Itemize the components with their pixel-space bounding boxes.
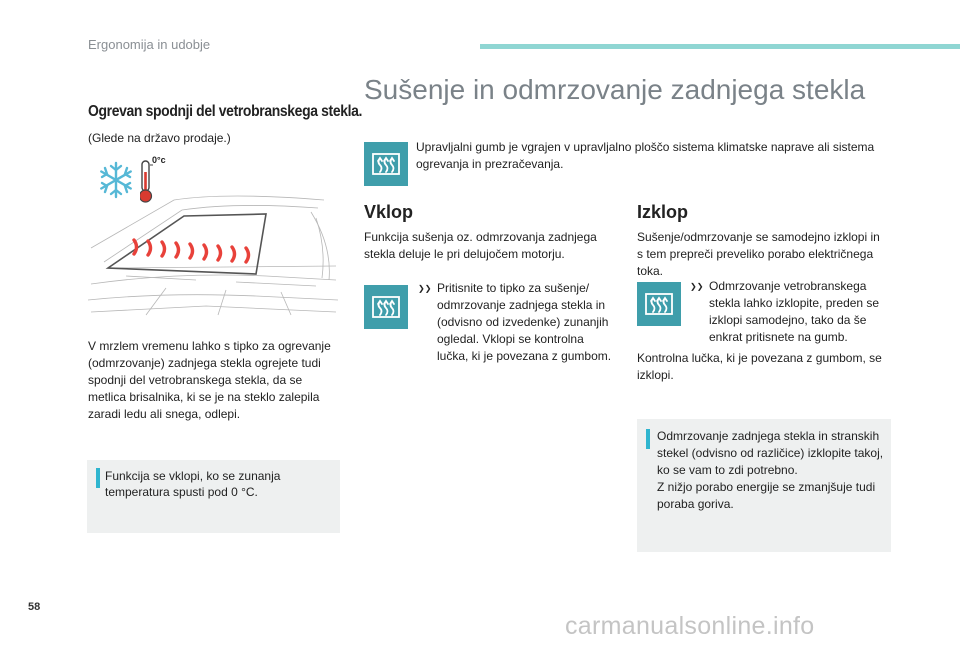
rear-defrost-icon — [364, 285, 408, 329]
info-line-1: Odmrzovanje zadnjega stekla in stranskih stekel (odvisno od različice) izklopite takoj, ko se vam to zdi potrebno. — [657, 429, 884, 477]
page-number: 58 — [28, 601, 41, 613]
rear-defrost-icon — [364, 142, 408, 186]
intro-text: Upravljalni gumb je vgrajen v upravljalno ploščo sistema klimatske naprave ali sistema ogrevanja in prezračevanja. — [416, 140, 875, 171]
left-body-text: V mrzlem vremenu lahko s tipko za ogrevanje (odmrzovanje) zadnjega stekla ogrejete tudi spodnji del vetrobranskega stekla, da se metlica brisalnika, ki se je na steklo zalepila zaradi ledu ali snega, odlepi. — [88, 339, 331, 421]
info-text: Funkcija se vklopi, ko se zunanja temperatura spusti pod 0 °C. — [105, 469, 281, 499]
rear-defrost-icon — [637, 282, 681, 326]
info-box-temperature — [87, 460, 340, 533]
izklop-instruction — [690, 278, 886, 346]
watermark: carmanualsonline.info — [565, 612, 815, 640]
info-marker-icon — [96, 468, 100, 488]
indicator-off-text: Kontrolna lučka, ki je povezana z gumbom, se izklopi. — [637, 351, 882, 382]
arrow-bullet-icon: ❯❯ — [418, 284, 432, 293]
vklop-instruction — [418, 280, 618, 365]
info-text — [657, 428, 889, 513]
arrow-bullet-icon: ❯❯ — [690, 282, 704, 291]
country-note: (Glede na državo prodaje.) — [88, 131, 231, 145]
vklop-heading: Vklop — [364, 202, 414, 222]
izklop-heading: Izklop — [637, 202, 689, 222]
info-marker-icon — [646, 429, 650, 449]
chapter-title: Ergonomija in udobje — [88, 37, 211, 52]
windshield-illustration — [86, 188, 340, 316]
vklop-body-text: Funkcija sušenja oz. odmrzovanja zadnjega stekla deluje le pri delujočem motorju. — [364, 230, 597, 261]
izklop-body-text: Sušenje/odmrzovanje se samodejno izklopi in s tem prepreči preveliko porabo električnega toka. — [637, 230, 880, 278]
zero-degree-label: 0°c — [152, 155, 166, 165]
page-title: Sušenje in odmrzovanje zadnjega stekla — [364, 74, 866, 105]
izklop-instruction-text: Odmrzovanje vetrobranskega stekla lahko izklopite, preden se izklopi samodejno, tako da še enkrat pritisnete na gumb. — [709, 279, 880, 344]
info-line-2: Z nižjo porabo energije se zmanjšuje tudi poraba goriva. — [657, 480, 876, 511]
chapter-accent-bar — [480, 44, 960, 49]
windshield-heating-heading: Ogrevan spodnji del vetrobranskega stekla. — [88, 103, 363, 120]
vklop-instruction-text: Pritisnite to tipko za sušenje/ odmrzovanje zadnjega stekla in (odvisno od izvedenke) zunanjih ogledal. Vklopi se kontrolna lučka, ki je povezana z gumbom. — [437, 281, 612, 363]
info-box-defrost — [637, 419, 891, 552]
